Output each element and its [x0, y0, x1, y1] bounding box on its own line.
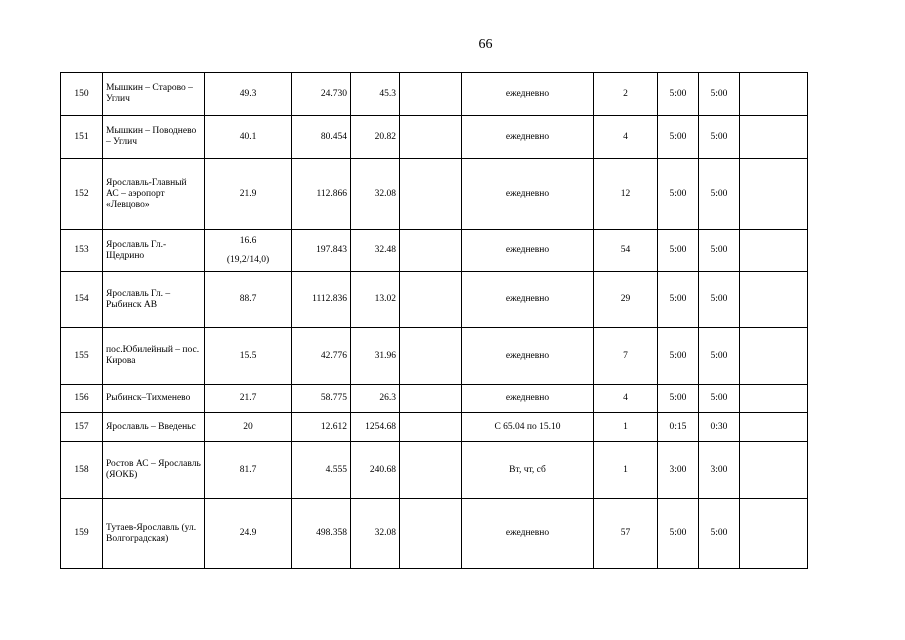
- route-value: 12.612: [292, 413, 351, 442]
- route-number: 157: [61, 413, 103, 442]
- empty-cell: [400, 413, 462, 442]
- route-rate: 32.48: [351, 230, 400, 272]
- route-time-2: 5:00: [699, 272, 740, 328]
- route-length: 20: [205, 413, 292, 442]
- route-number: 158: [61, 442, 103, 499]
- route-time-2: 5:00: [699, 159, 740, 230]
- route-time-2: 5:00: [699, 116, 740, 159]
- route-trips: 57: [594, 499, 658, 569]
- route-number: 159: [61, 499, 103, 569]
- route-trips: 54: [594, 230, 658, 272]
- route-name: Ярославль – Введеньс: [103, 413, 205, 442]
- empty-cell: [400, 73, 462, 116]
- empty-cell: [400, 328, 462, 385]
- route-rate: 32.08: [351, 159, 400, 230]
- table-row: [61, 116, 808, 159]
- route-length: 40.1: [205, 116, 292, 159]
- table-row: [61, 230, 808, 272]
- empty-cell: [740, 385, 808, 413]
- route-trips: 2: [594, 73, 658, 116]
- empty-cell: [740, 413, 808, 442]
- route-frequency: ежедневно: [462, 73, 594, 116]
- route-time-2: 3:00: [699, 442, 740, 499]
- route-name: Ярославль-Главный АС – аэропорт «Левцово»: [103, 159, 205, 230]
- route-value: 4.555: [292, 442, 351, 499]
- route-trips: 1: [594, 413, 658, 442]
- empty-cell: [400, 442, 462, 499]
- table-row: [61, 328, 808, 385]
- route-length: 21.9: [205, 159, 292, 230]
- empty-cell: [740, 328, 808, 385]
- route-length: 15.5: [205, 328, 292, 385]
- route-number: 156: [61, 385, 103, 413]
- route-frequency: ежедневно: [462, 159, 594, 230]
- route-rate: 31.96: [351, 328, 400, 385]
- route-number: 153: [61, 230, 103, 272]
- route-rate: 13.02: [351, 272, 400, 328]
- route-time-1: 5:00: [658, 159, 699, 230]
- route-name: Ярославль Гл. – Рыбинск АВ: [103, 272, 205, 328]
- table-row: [61, 413, 808, 442]
- route-time-1: 5:00: [658, 73, 699, 116]
- route-frequency: Вт, чт, сб: [462, 442, 594, 499]
- route-trips: 4: [594, 116, 658, 159]
- route-value: 1112.836: [292, 272, 351, 328]
- routes-table: [60, 72, 808, 569]
- table-row: [61, 159, 808, 230]
- route-time-2: 5:00: [699, 499, 740, 569]
- route-frequency: ежедневно: [462, 328, 594, 385]
- route-value: 42.776: [292, 328, 351, 385]
- route-frequency: С 65.04 по 15.10: [462, 413, 594, 442]
- route-name: Ярославль Гл.-Щедрино: [103, 230, 205, 272]
- route-time-1: 5:00: [658, 272, 699, 328]
- route-value: 24.730: [292, 73, 351, 116]
- route-rate: 240.68: [351, 442, 400, 499]
- route-frequency: ежедневно: [462, 385, 594, 413]
- empty-cell: [400, 385, 462, 413]
- route-length: 16.6 (19,2/14,0): [205, 230, 292, 272]
- empty-cell: [740, 442, 808, 499]
- empty-cell: [740, 116, 808, 159]
- route-number: 155: [61, 328, 103, 385]
- route-time-2: 0:30: [699, 413, 740, 442]
- route-time-1: 5:00: [658, 385, 699, 413]
- route-time-1: 3:00: [658, 442, 699, 499]
- route-time-2: 5:00: [699, 73, 740, 116]
- route-trips: 29: [594, 272, 658, 328]
- route-trips: 7: [594, 328, 658, 385]
- route-value: 80.454: [292, 116, 351, 159]
- route-name: пос.Юбилейный – пос. Кирова: [103, 328, 205, 385]
- route-value: 112.866: [292, 159, 351, 230]
- route-name: Мышкин – Старово – Углич: [103, 73, 205, 116]
- route-number: 152: [61, 159, 103, 230]
- route-rate: 20.82: [351, 116, 400, 159]
- route-length: 88.7: [205, 272, 292, 328]
- route-name: Мышкин – Поводнево – Углич: [103, 116, 205, 159]
- route-rate: 1254.68: [351, 413, 400, 442]
- route-rate: 32.08: [351, 499, 400, 569]
- route-name: Ростов АС – Ярославль (ЯОКБ): [103, 442, 205, 499]
- route-value: 498.358: [292, 499, 351, 569]
- route-trips: 12: [594, 159, 658, 230]
- empty-cell: [400, 499, 462, 569]
- route-number: 150: [61, 73, 103, 116]
- route-length: 81.7: [205, 442, 292, 499]
- route-frequency: ежедневно: [462, 230, 594, 272]
- page-number: 66: [478, 37, 493, 52]
- route-length-note: (19,2/14,0): [226, 254, 270, 265]
- route-time-1: 0:15: [658, 413, 699, 442]
- route-name: Тутаев-Ярославль (ул. Волгоградская): [103, 499, 205, 569]
- route-length: 49.3: [205, 73, 292, 116]
- empty-cell: [740, 499, 808, 569]
- empty-cell: [740, 73, 808, 116]
- empty-cell: [400, 272, 462, 328]
- route-length: 24.9: [205, 499, 292, 569]
- table-row: [61, 272, 808, 328]
- route-time-1: 5:00: [658, 116, 699, 159]
- route-number: 151: [61, 116, 103, 159]
- empty-cell: [400, 159, 462, 230]
- route-trips: 4: [594, 385, 658, 413]
- table-row: [61, 442, 808, 499]
- empty-cell: [740, 230, 808, 272]
- route-rate: 45.3: [351, 73, 400, 116]
- route-value: 58.775: [292, 385, 351, 413]
- route-number: 154: [61, 272, 103, 328]
- route-rate: 26.3: [351, 385, 400, 413]
- route-length: 21.7: [205, 385, 292, 413]
- route-frequency: ежедневно: [462, 499, 594, 569]
- empty-cell: [400, 116, 462, 159]
- route-value: 197.843: [292, 230, 351, 272]
- route-time-1: 5:00: [658, 328, 699, 385]
- route-trips: 1: [594, 442, 658, 499]
- route-time-2: 5:00: [699, 230, 740, 272]
- route-name: Рыбинск–Тихменево: [103, 385, 205, 413]
- route-frequency: ежедневно: [462, 116, 594, 159]
- route-time-1: 5:00: [658, 230, 699, 272]
- empty-cell: [740, 159, 808, 230]
- route-time-1: 5:00: [658, 499, 699, 569]
- route-frequency: ежедневно: [462, 272, 594, 328]
- table-row: [61, 499, 808, 569]
- route-time-2: 5:00: [699, 328, 740, 385]
- empty-cell: [400, 230, 462, 272]
- table-row: [61, 385, 808, 413]
- route-time-2: 5:00: [699, 385, 740, 413]
- empty-cell: [740, 272, 808, 328]
- table-row: [61, 73, 808, 116]
